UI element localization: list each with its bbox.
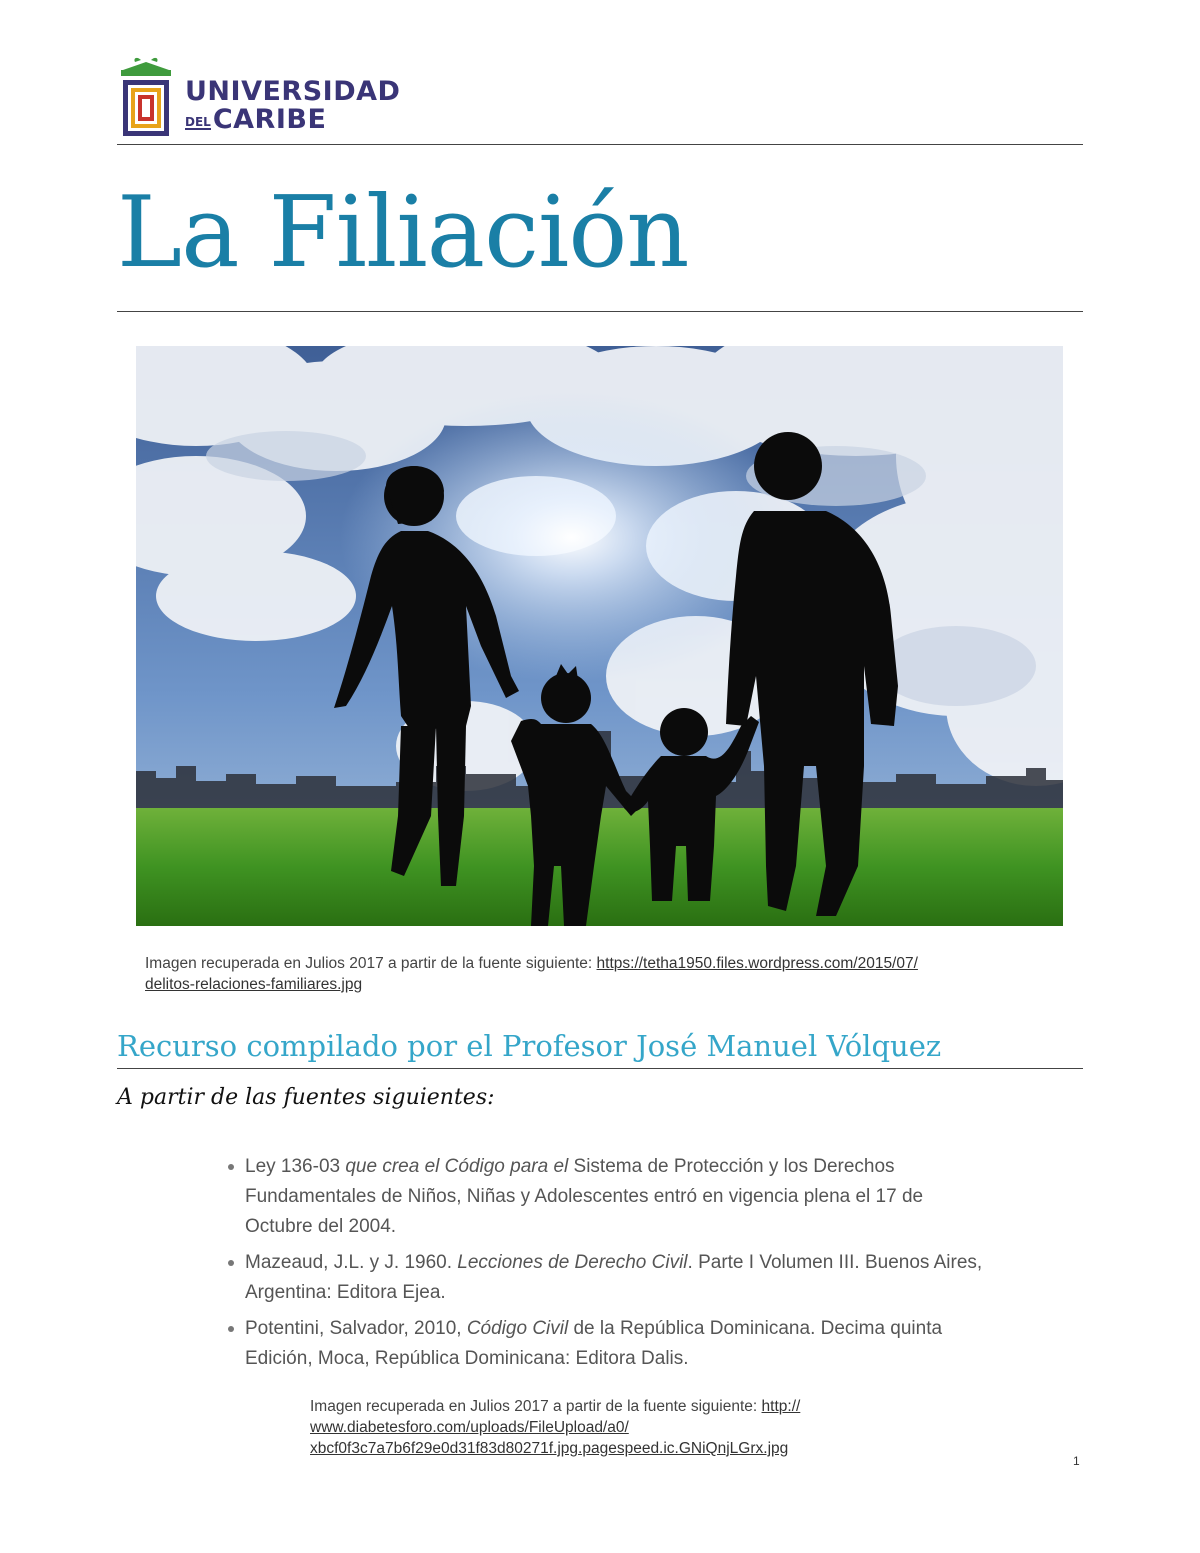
reference-text: de la República Dominicana. Decima quinta Edición, Moca, República Dominicana: Editora Dalis.	[245, 1318, 943, 1369]
source-link[interactable]: http://	[761, 1398, 801, 1415]
bullet-icon	[228, 1164, 234, 1170]
bullet-icon	[228, 1260, 234, 1266]
reference-text: Ley 136-03	[245, 1156, 346, 1177]
university-crest-icon	[117, 56, 175, 140]
reference-text: . Parte I Volumen III. Buenos Aires, Argentina: Editora Ejea.	[245, 1252, 983, 1303]
header-divider	[117, 144, 1083, 145]
logo-wordmark	[185, 78, 400, 134]
author-heading: Recurso compilado por el Profesor José Manuel Vólquez	[117, 1029, 942, 1063]
title-divider	[117, 311, 1083, 312]
caption-text: Imagen recuperada en Julios 2017 a partir de la fuente siguiente:	[145, 955, 597, 972]
document-title: La Filiación	[117, 176, 689, 290]
family-silhouette-image	[136, 346, 1063, 926]
subtitle-divider	[117, 1068, 1083, 1069]
source-link[interactable]: https://tetha1950.files.wordpress.com/2015/07/	[596, 955, 918, 972]
reference-item	[245, 1152, 985, 1242]
source-link-continued[interactable]: delitos-relaciones-familiares.jpg	[145, 976, 363, 993]
reference-italic: Lecciones de Derecho Civil	[457, 1252, 688, 1273]
source-link-continued[interactable]: xbcf0f3c7a7b6f29e0d31f83d80271f.jpg.pagespeed.ic.GNiQnjLGrx.jpg	[310, 1440, 789, 1457]
reference-text: Potentini, Salvador, 2010,	[245, 1318, 467, 1339]
logo-caribe: CARIBE	[212, 104, 327, 135]
family-silhouette-icon	[136, 346, 1063, 926]
sources-intro: A partir de las fuentes siguientes:	[117, 1085, 495, 1110]
bullet-icon	[228, 1326, 234, 1332]
reference-italic: que crea	[345, 1156, 425, 1177]
source-link-continued[interactable]: www.diabetesforo.com/uploads/FileUpload/a0/	[310, 1419, 629, 1436]
reference-italic: el Código para el	[424, 1156, 569, 1177]
reference-item	[245, 1314, 985, 1374]
reference-text: Sistema de Protección y los Derechos Fundamentales de Niños, Niñas y Adolescentes entró en vigencia plena el 17 de Octubre del 2004.	[245, 1156, 924, 1237]
reference-text: Mazeaud, J.L. y J. 1960.	[245, 1252, 458, 1273]
image-caption	[145, 953, 1045, 995]
logo-line-caribe	[185, 106, 400, 134]
reference-list	[245, 1152, 985, 1380]
logo-del: DEL	[185, 115, 211, 129]
caption-text: Imagen recuperada en Julios 2017 a partir de la fuente siguiente:	[310, 1398, 762, 1415]
image-caption-2	[310, 1396, 930, 1459]
university-logo	[117, 56, 407, 140]
logo-line-universidad: UNIVERSIDAD	[185, 76, 401, 107]
reference-italic: Código Civil	[466, 1318, 569, 1339]
reference-item	[245, 1248, 985, 1308]
page-number: 1	[1073, 1454, 1080, 1468]
